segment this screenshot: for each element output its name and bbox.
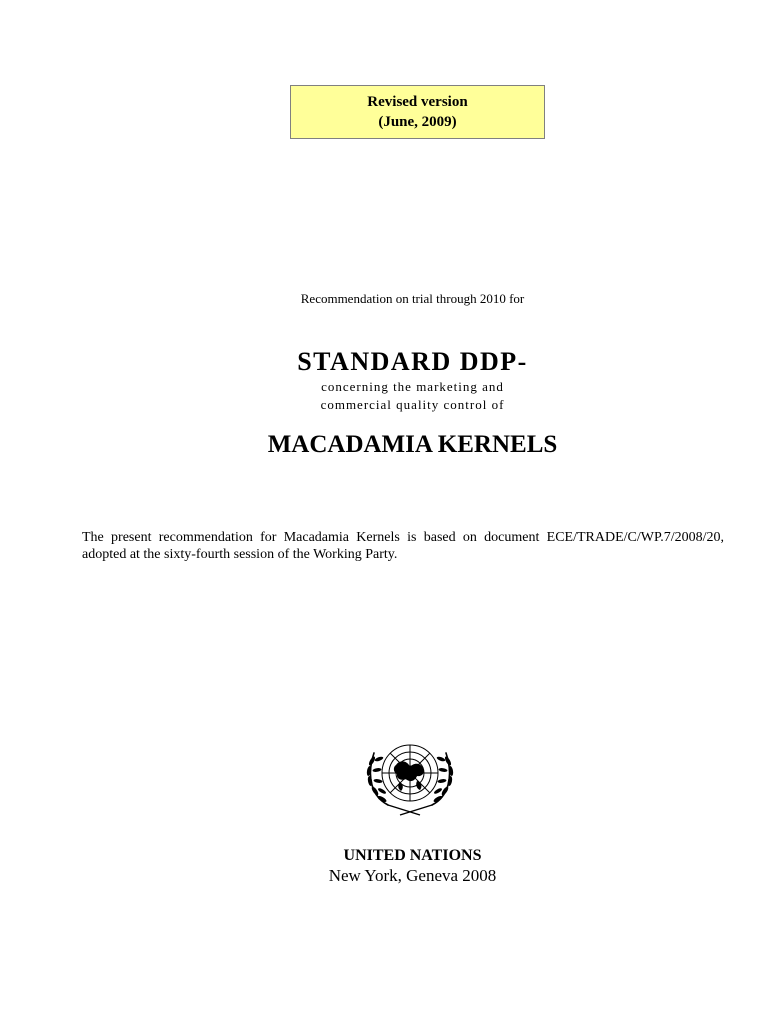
united-nations-emblem-icon (360, 735, 460, 819)
concerning-line-1: concerning the marketing and (321, 379, 504, 394)
revised-version-label: Revised version (367, 94, 468, 110)
revised-version-date: (June, 2009) (378, 114, 457, 130)
recommendation-line: Recommendation on trial through 2010 for (300, 291, 525, 306)
concerning-line-2: commercial quality control of (320, 397, 505, 412)
revised-version-notice (290, 85, 545, 139)
publisher-place-year: New York, Geneva 2008 (328, 866, 497, 885)
produce-title: MACADAMIA KERNELS (267, 431, 558, 458)
un-emblem-graphic (360, 735, 460, 819)
standard-title: STANDARD DDP- (297, 347, 528, 376)
publisher-name: UNITED NATIONS (343, 847, 482, 864)
recommendation-body-text: The present recommendation for Macadamia Kernels is based on document ECE/TRADE/C/WP.7/2008/20, adopted at the sixty-fourth session of the Working Party. (82, 530, 724, 562)
concerning-subtitle (0, 378, 770, 414)
